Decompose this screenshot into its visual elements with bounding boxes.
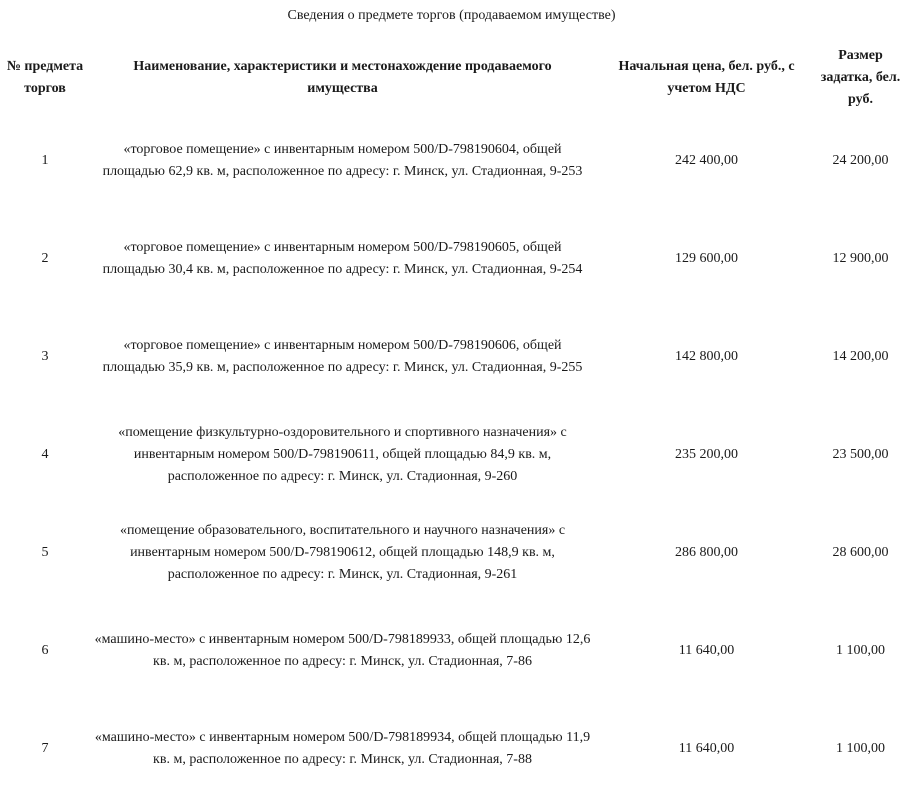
lot-start-price: 242 400,00 bbox=[675, 153, 738, 168]
header-deposit-text: Размер задатка, бел. руб. bbox=[820, 48, 901, 107]
table-row bbox=[0, 210, 903, 308]
lot-description-cell bbox=[90, 210, 595, 308]
lot-description-cell bbox=[90, 406, 595, 504]
lot-start-price: 235 200,00 bbox=[675, 447, 738, 462]
table-row bbox=[0, 504, 903, 602]
header-description-text: Наименование, характеристики и местонахождение продаваемого имущества bbox=[133, 59, 552, 96]
lot-deposit: 1 100,00 bbox=[836, 643, 885, 658]
lot-description-cell bbox=[90, 602, 595, 700]
lot-start-price: 142 800,00 bbox=[675, 349, 738, 364]
lot-deposit: 14 200,00 bbox=[832, 349, 889, 364]
header-lot-number: № предмета торгов bbox=[6, 59, 84, 96]
table-header-row bbox=[0, 44, 903, 112]
lots-table bbox=[0, 44, 903, 798]
lot-deposit: 23 500,00 bbox=[832, 447, 889, 462]
lot-description: «машино-место» с инвентарным номером 500/D-798189934, общей площадью 11,9 кв. м, расположенное по адресу: г. Минск, ул. Стадионная, 7-88 bbox=[94, 730, 591, 767]
table-row bbox=[0, 602, 903, 700]
lot-description-cell bbox=[90, 112, 595, 210]
lot-deposit: 1 100,00 bbox=[836, 741, 885, 756]
lot-start-price: 129 600,00 bbox=[675, 251, 738, 266]
lot-number: 5 bbox=[41, 545, 49, 560]
lot-start-price: 286 800,00 bbox=[675, 545, 738, 560]
lot-number: 7 bbox=[41, 741, 49, 756]
lot-start-price: 11 640,00 bbox=[678, 741, 735, 756]
lot-number: 6 bbox=[41, 643, 49, 658]
lot-number: 3 bbox=[41, 349, 49, 364]
lot-start-price: 11 640,00 bbox=[678, 643, 735, 658]
lot-description: «торговое помещение» с инвентарным номером 500/D-798190606, общей площадью 35,9 кв. м, расположенное по адресу: г. Минск, ул. Стадионная, 9-255 bbox=[102, 338, 583, 375]
lot-number: 4 bbox=[41, 447, 49, 462]
lot-number: 1 bbox=[41, 153, 49, 168]
lot-description: «помещение образовательного, воспитательного и научного назначения» с инвентарным номером 500/D-798190612, общей площадью 148,9 кв. м, расположенное по адресу: г. Минск, ул. Стадионная, 9-261 bbox=[119, 523, 566, 582]
lot-description: «торговое помещение» с инвентарным номером 500/D-798190604, общей площадью 62,9 кв. м, расположенное по адресу: г. Минск, ул. Стадионная, 9-253 bbox=[102, 142, 583, 179]
table-row bbox=[0, 700, 903, 798]
header-deposit bbox=[818, 44, 903, 112]
table-row bbox=[0, 308, 903, 406]
lot-description: «помещение физкультурно-оздоровительного и спортивного назначения» с инвентарным номером 500/D-798190611, общей площадью 84,9 кв. м, расположенное по адресу: г. Минск, ул. Стадионная, 9-260 bbox=[118, 425, 567, 484]
lot-description-cell bbox=[90, 700, 595, 798]
header-description bbox=[90, 44, 595, 112]
lot-number: 2 bbox=[41, 251, 49, 266]
lot-description: «торговое помещение» с инвентарным номером 500/D-798190605, общей площадью 30,4 кв. м, расположенное по адресу: г. Минск, ул. Стадионная, 9-254 bbox=[102, 240, 583, 277]
table-row bbox=[0, 406, 903, 504]
lot-description-cell bbox=[90, 308, 595, 406]
header-start-price-text: Начальная цена, бел. руб., с учетом НДС bbox=[618, 59, 795, 96]
lot-deposit: 28 600,00 bbox=[832, 545, 889, 560]
header-start-price bbox=[595, 44, 818, 112]
table-row bbox=[0, 112, 903, 210]
lot-description: «машино-место» с инвентарным номером 500/D-798189933, общей площадью 12,6 кв. м, расположенное по адресу: г. Минск, ул. Стадионная, 7-86 bbox=[94, 632, 591, 669]
lot-description-cell bbox=[90, 504, 595, 602]
table-caption: Сведения о предмете торгов (продаваемом имуществе) bbox=[287, 8, 616, 23]
lot-deposit: 24 200,00 bbox=[832, 153, 889, 168]
lot-deposit: 12 900,00 bbox=[832, 251, 889, 266]
